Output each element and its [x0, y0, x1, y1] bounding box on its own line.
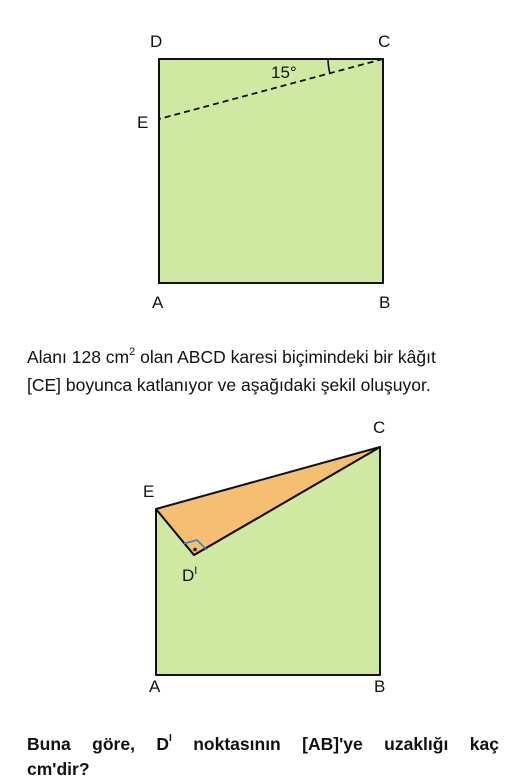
- label-d-prime-superscript: I: [194, 565, 198, 577]
- area-unit-superscript: 2: [129, 346, 136, 359]
- question-point-superscript: I: [169, 733, 172, 745]
- question-word-5: [AB]'ye: [302, 734, 363, 754]
- square-abcd: [159, 59, 383, 283]
- label-b-prime: B: [374, 677, 386, 696]
- label-c-prime: C: [373, 418, 386, 437]
- square-diagram: [0, 0, 522, 320]
- question-line-2: cm'dir?: [27, 759, 90, 779]
- problem-line-1: [27, 343, 507, 371]
- problem-line-1-end: olan ABCD karesi biçimindeki bir kâğıt: [135, 347, 436, 367]
- question-point-d-prime: [156, 732, 171, 757]
- angle-label-15: 15°: [271, 63, 297, 82]
- figure-square-abcd: [0, 0, 522, 320]
- label-b: B: [379, 293, 391, 312]
- label-c: C: [378, 32, 391, 51]
- figure-folded-paper: [0, 405, 522, 700]
- question-word-4: noktasının: [193, 734, 281, 754]
- question: [27, 732, 499, 782]
- question-word-1: Buna: [27, 734, 71, 754]
- question-word-7: kaç: [469, 734, 499, 754]
- label-e-prime: E: [143, 482, 155, 501]
- label-d-prime-base: D: [182, 566, 195, 585]
- label-a: A: [152, 293, 164, 312]
- problem-line-2: [CE] boyunca katlanıyor ve aşağıdaki şekil oluşuyor.: [27, 375, 431, 395]
- question-point-base: D: [156, 734, 170, 754]
- label-a-prime: A: [149, 677, 161, 696]
- right-angle-dot: [193, 548, 197, 552]
- problem-line-1-start: Alanı 128 cm: [27, 347, 130, 367]
- question-word-6: uzaklığı: [384, 734, 449, 754]
- label-e: E: [137, 113, 149, 132]
- problem-statement: [27, 343, 507, 399]
- folded-diagram: [0, 405, 522, 700]
- question-line-1: [27, 732, 499, 757]
- label-d: D: [150, 32, 163, 51]
- question-word-2: göre,: [92, 734, 135, 754]
